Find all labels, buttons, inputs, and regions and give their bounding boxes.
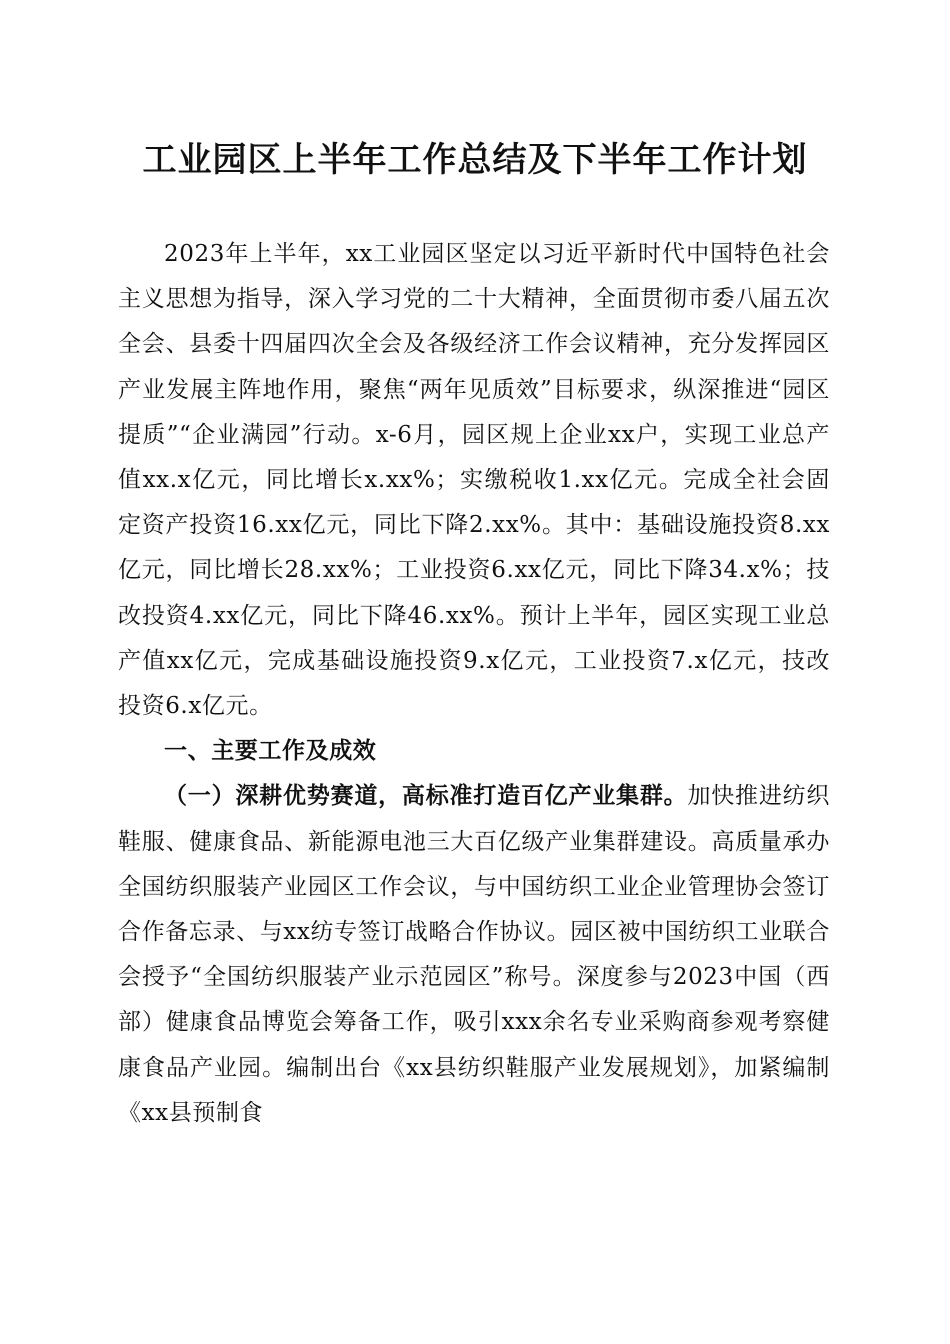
document-title: 工业园区上半年工作总结及下半年工作计划	[142, 140, 808, 180]
document-body	[118, 232, 830, 1136]
paragraph-body: 加快推进纺织鞋服、健康食品、新能源电池三大百亿级产业集群建设。高质量承办全国纺织服装产业园区工作会议，与中国纺织工业企业管理协会签订合作备忘录、与xx纺专签订战略合作协议。园区被中国纺织工业联合会授予“全国纺织服装产业示范园区”称号。深度参与2023中国（西部）健康食品博览会筹备工作，吸引xxx余名专业采购商参观考察健康食品产业园。编制出台《xx县纺织鞋服产业发展规划》，加紧编制《xx县预制食	[118, 783, 830, 1126]
paragraph-lead: （一）深耕优势赛道，高标准打造百亿产业集群。	[164, 783, 688, 810]
section-heading: 一、主要工作及成效	[164, 738, 377, 765]
intro-paragraph: 2023年上半年，xx工业园区坚定以习近平新时代中国特色社会主义思想为指导，深入学习党的二十大精神，全面贯彻市委八届五次全会、县委十四届四次全会及各级经济工作会议精神，充分发挥园区产业发展主阵地作用，聚焦“两年见质效”目标要求，纵深推进“园区提质”“企业满园”行动。x-6月，园区规上企业xx户，实现工业总产值xx.x亿元，同比增长x.xx%；实缴税收1.xx亿元。完成全社会固定资产投资16.xx亿元，同比下降2.xx%。其中：基础设施投资8.xx亿元，同比增长28.xx%；工业投资6.xx亿元，同比下降34.x%；技改投资4.xx亿元，同比下降46.xx%。预计上半年，园区实现工业总产值xx亿元，完成基础设施投资9.x亿元，工业投资7.x亿元，技改投资6.x亿元。	[118, 241, 830, 720]
section-paragraph	[118, 774, 830, 1136]
